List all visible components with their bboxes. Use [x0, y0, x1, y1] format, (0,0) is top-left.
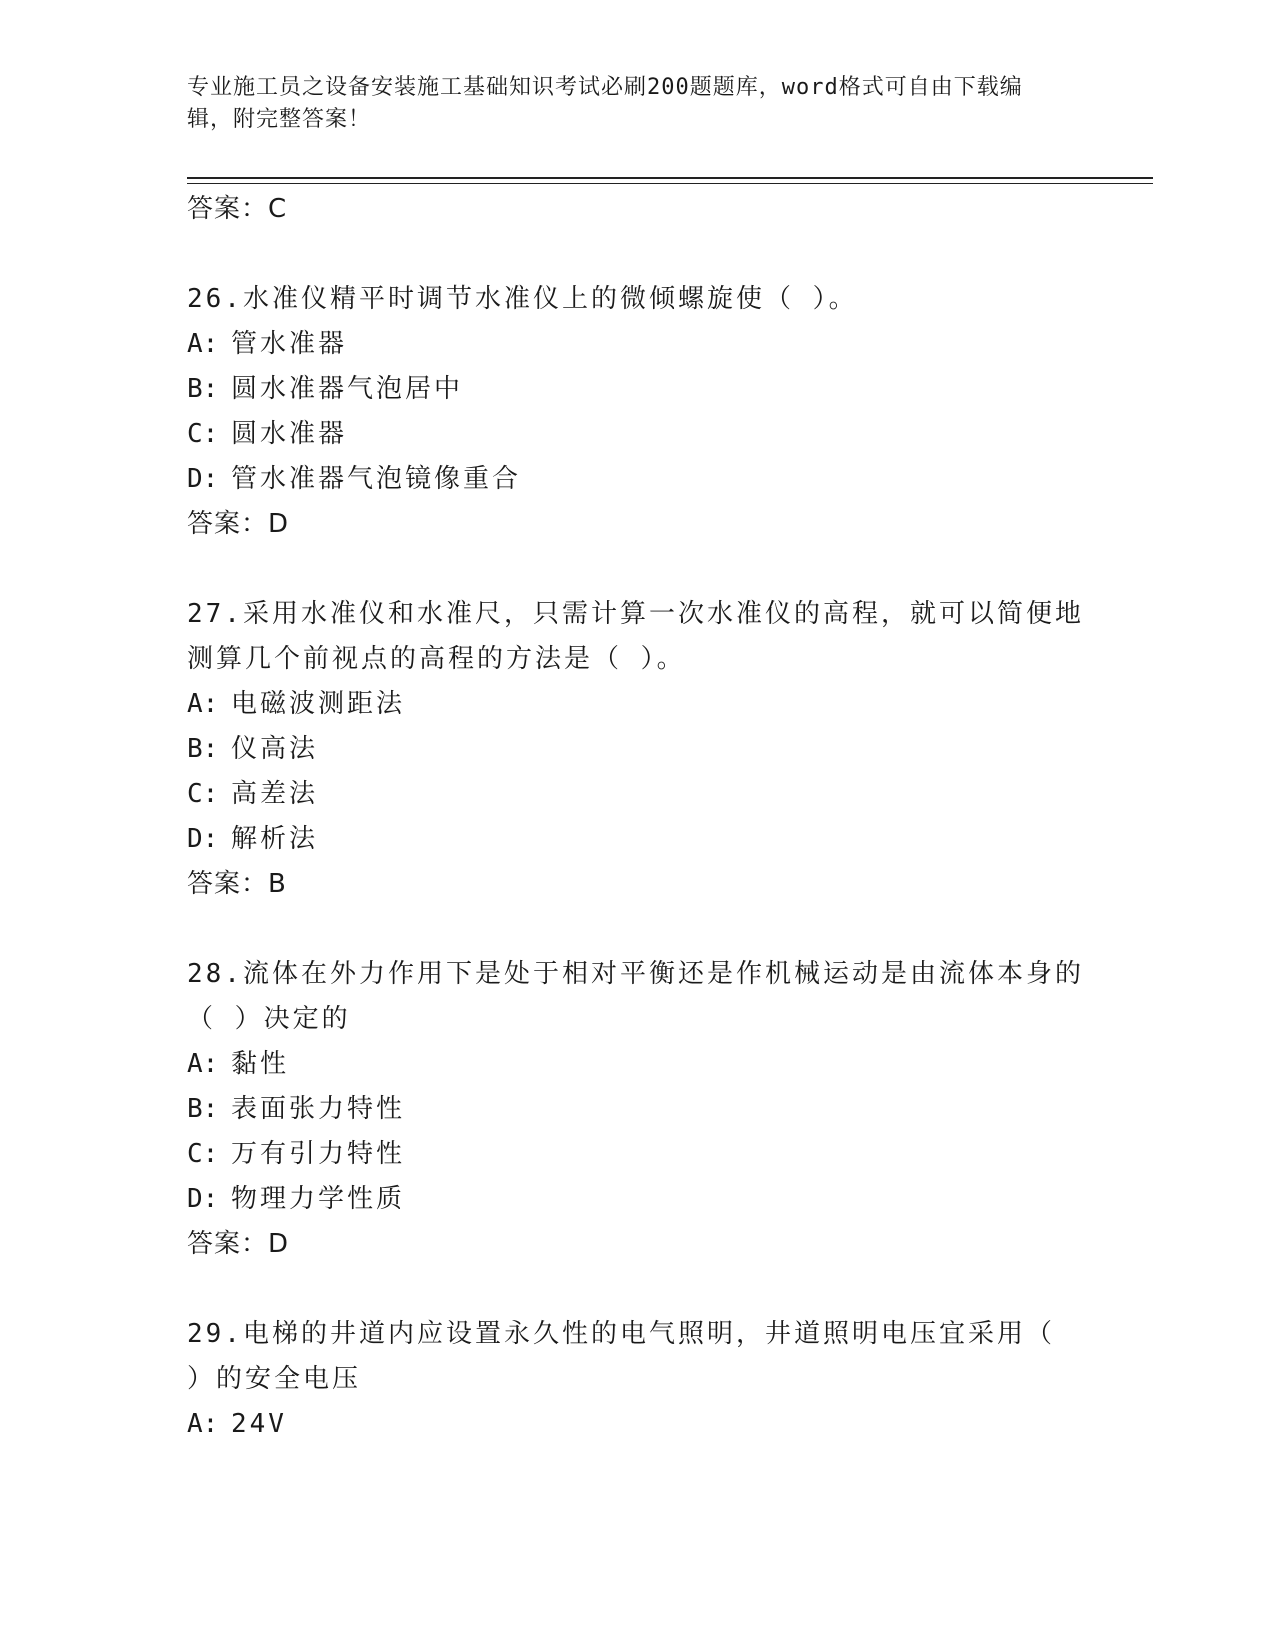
option-text: 表面张力特性: [231, 1094, 406, 1124]
option-letter: A:: [187, 1049, 219, 1079]
answer-line: [187, 862, 1087, 907]
option-letter: B:: [187, 374, 219, 404]
option-text: 物理力学性质: [231, 1184, 406, 1214]
question-text: 29.电梯的井道内应设置永久性的电气照明，井道照明电压宜采用（ ）的安全电压: [187, 1319, 1055, 1394]
question-26: [187, 277, 1087, 547]
option-text: 24V: [231, 1409, 287, 1439]
question-text: 26.水准仪精平时调节水准仪上的微倾螺旋使（ ）。: [187, 284, 858, 314]
option-letter: D:: [187, 1184, 219, 1214]
question-text: 28.流体在外力作用下是处于相对平衡还是作机械运动是由流体本身的（ ）决定的: [187, 959, 1084, 1034]
question-28: [187, 952, 1087, 1267]
option-letter: C:: [187, 1139, 219, 1169]
option-text: 解析法: [231, 824, 319, 854]
header-divider-thick: [187, 177, 1153, 179]
option-text: 圆水准器气泡居中: [231, 374, 464, 404]
option-d: [187, 457, 1087, 502]
option-letter: D:: [187, 464, 219, 494]
option-text: 圆水准器: [231, 419, 348, 449]
answer-value: C: [268, 194, 288, 224]
option-letter: A:: [187, 1409, 219, 1439]
option-d: [187, 1177, 1087, 1222]
option-a: [187, 1042, 1087, 1087]
option-b: [187, 1087, 1087, 1132]
option-c: [187, 412, 1087, 457]
answer-line: [187, 502, 1087, 547]
option-text: 仪高法: [231, 734, 319, 764]
question-27: [187, 592, 1087, 907]
option-text: 万有引力特性: [231, 1139, 406, 1169]
question-29: [187, 1312, 1087, 1447]
option-b: [187, 367, 1087, 412]
answer-value: D: [268, 509, 290, 539]
option-a: [187, 322, 1087, 367]
option-text: 管水准器气泡镜像重合: [231, 464, 522, 494]
answer-label: 答案：: [187, 1229, 269, 1259]
option-c: [187, 1132, 1087, 1177]
option-letter: D:: [187, 824, 219, 854]
answer-line: [187, 187, 1087, 232]
header-title: 专业施工员之设备安装施工基础知识考试必刷200题题库，word格式可自由下载编辑，附完整答案！: [187, 75, 1023, 132]
option-text: 电磁波测距法: [231, 689, 406, 719]
answer-value: D: [268, 1229, 290, 1259]
option-letter: B:: [187, 1094, 219, 1124]
document-body: [187, 187, 1087, 1447]
answer-value: B: [268, 869, 287, 899]
option-letter: A:: [187, 329, 219, 359]
option-text: 黏性: [231, 1049, 290, 1079]
option-text: 管水准器: [231, 329, 348, 359]
option-letter: C:: [187, 779, 219, 809]
option-b: [187, 727, 1087, 772]
option-d: [187, 817, 1087, 862]
header-divider-thin: [187, 183, 1153, 184]
option-letter: A:: [187, 689, 219, 719]
answer-line: [187, 1222, 1087, 1267]
option-text: 高差法: [231, 779, 319, 809]
question-text: 27.采用水准仪和水准尺，只需计算一次水准仪的高程，就可以简便地测算几个前视点的高程的方法是（ ）。: [187, 599, 1084, 674]
answer-label: 答案：: [187, 509, 269, 539]
answer-label: 答案：: [187, 869, 269, 899]
option-letter: B:: [187, 734, 219, 764]
option-a: [187, 682, 1087, 727]
answer-label: 答案：: [187, 194, 269, 224]
option-a: [187, 1402, 1087, 1447]
document-header: [187, 72, 1067, 136]
option-letter: C:: [187, 419, 219, 449]
option-c: [187, 772, 1087, 817]
